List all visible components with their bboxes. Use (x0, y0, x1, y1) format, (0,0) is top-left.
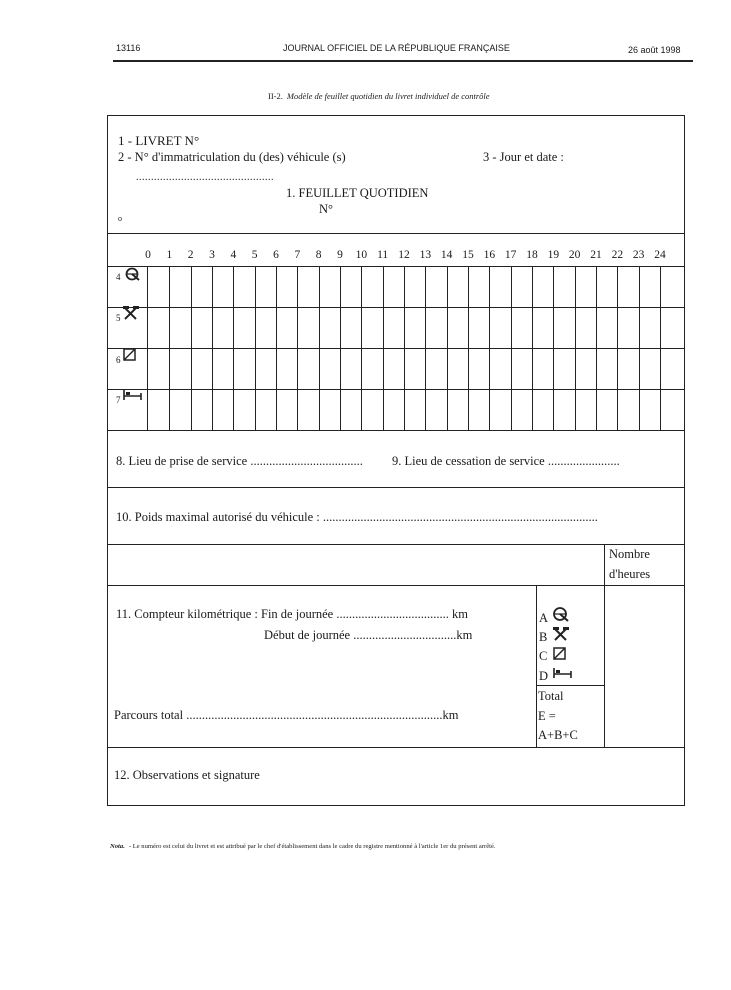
footnote-text: - Le numéro est celui du livret et est attribué par le chef d'établissement dans le cadre du registre mentionné à l'article 1er du présent arrêté. (128, 843, 496, 850)
grid-vertical-line (319, 266, 320, 430)
e-equals-label: E = (538, 709, 556, 723)
grid-vertical-line (212, 266, 213, 430)
grid-vertical-line (575, 266, 576, 430)
total-divider (536, 685, 604, 686)
header-rule (113, 60, 693, 62)
grid-vertical-line (361, 266, 362, 430)
steering-wheel-icon (124, 266, 142, 282)
grid-vertical-line (468, 266, 469, 430)
compteur-fin: 11. Compteur kilométrique : Fin de journée .................................... km (116, 607, 468, 621)
grid-vertical-line (233, 266, 234, 430)
grid-vertical-line (425, 266, 426, 430)
divider-observations (108, 747, 684, 748)
figure-caption (268, 86, 490, 104)
grid-vertical-line (255, 266, 256, 430)
grid-vertical-line (404, 266, 405, 430)
hour-label-2: 2 (187, 249, 194, 261)
total-label: Total (538, 689, 564, 703)
legend-d: D (539, 669, 549, 683)
crossed-hammers-icon (553, 627, 569, 641)
hour-label-7: 7 (294, 249, 301, 261)
caption-number: II-2. (268, 91, 283, 101)
hour-label-1: 1 (166, 249, 173, 261)
legend-c: C (539, 649, 548, 663)
immatriculation-dots: .............................................. (136, 172, 274, 183)
grid-vertical-line (660, 266, 661, 430)
hour-label-15: 15 (462, 249, 474, 261)
jour-date-label: 3 - Jour et date : (483, 150, 564, 164)
grid-bottom-line (108, 430, 684, 431)
grid-row-line (108, 389, 684, 390)
hours-column-line (604, 544, 605, 747)
hour-label-23: 23 (632, 249, 645, 261)
hour-label-11: 11 (377, 249, 389, 261)
divider-lieu (108, 487, 684, 488)
crossed-hammers-icon (123, 306, 139, 320)
legend-column-line (536, 585, 537, 747)
hour-label-12: 12 (398, 249, 410, 261)
legend-b: B (539, 630, 548, 644)
footnote (110, 835, 496, 853)
hour-label-21: 21 (590, 249, 602, 261)
grid-vertical-line (617, 266, 618, 430)
grid-vertical-line (489, 266, 490, 430)
heures-label: d'heures (609, 567, 651, 581)
hour-label-0: 0 (145, 249, 151, 261)
small-mark: o (118, 214, 122, 223)
lieu-cessation-service: 9. Lieu de cessation de service ....................... (392, 454, 620, 468)
grid-vertical-line (553, 266, 554, 430)
hour-label-6: 6 (273, 249, 279, 261)
journal-title: JOURNAL OFFICIEL DE LA RÉPUBLIQUE FRANÇAISE (283, 43, 510, 53)
hour-label-18: 18 (526, 249, 538, 261)
grid-vertical-line (147, 266, 148, 430)
feuillet-number-label: N° (319, 202, 334, 216)
immatriculation-label: 2 - N° d'immatriculation du (des) véhicule (s) (118, 150, 346, 164)
grid-top-line (108, 266, 684, 267)
hour-label-22: 22 (611, 249, 624, 261)
hour-label-16: 16 (483, 249, 496, 261)
hour-label-8: 8 (315, 249, 322, 261)
grid-vertical-line (297, 266, 298, 430)
page-number: 13116 (116, 43, 141, 53)
grid-vertical-line (639, 266, 640, 430)
hour-label-24: 24 (654, 249, 666, 261)
grid-vertical-line (191, 266, 192, 430)
row-7-number: 7 (116, 395, 121, 405)
divider-1 (108, 233, 684, 234)
hour-label-4: 4 (230, 249, 237, 261)
livret-number-label: 1 - LIVRET N° (118, 133, 200, 148)
grid-vertical-line (276, 266, 277, 430)
lieu-prise-service: 8. Lieu de prise de service .................................... (116, 454, 363, 468)
grid-vertical-line (511, 266, 512, 430)
observations-signature: 12. Observations et signature (114, 768, 260, 782)
nombre-label: Nombre (609, 547, 650, 561)
bed-icon (553, 667, 573, 679)
row-5-number: 5 (116, 313, 121, 323)
bed-icon (123, 389, 143, 401)
feuillet-title: 1. FEUILLET QUOTIDIEN (286, 186, 429, 200)
hour-label-20: 20 (568, 249, 581, 261)
hour-label-19: 19 (547, 249, 560, 261)
issue-date: 26 août 1998 (628, 45, 681, 55)
divider-nombre (108, 585, 684, 586)
grid-row-line (108, 307, 684, 308)
grid-vertical-line (383, 266, 384, 430)
daily-sheet-form (107, 115, 685, 806)
hour-label-3: 3 (209, 249, 215, 261)
hour-label-17: 17 (504, 249, 517, 261)
compteur-debut: Début de journée .................................km (264, 628, 473, 642)
row-4-number: 4 (116, 272, 121, 282)
availability-square-icon (553, 647, 567, 661)
grid-vertical-line (340, 266, 341, 430)
steering-wheel-icon (552, 606, 572, 623)
hour-label-9: 9 (337, 249, 343, 261)
hour-label-14: 14 (440, 249, 453, 261)
grid-vertical-line (596, 266, 597, 430)
availability-square-icon (123, 348, 137, 362)
grid-vertical-line (532, 266, 533, 430)
formula-label: A+B+C (538, 728, 578, 742)
hour-label-5: 5 (251, 249, 258, 261)
footnote-label: Nota. (110, 843, 125, 850)
row-6-number: 6 (116, 355, 121, 365)
hour-label-13: 13 (419, 249, 432, 261)
caption-text: Modèle de feuillet quotidien du livret individuel de contrôle (286, 91, 490, 101)
divider-poids (108, 544, 684, 545)
grid-vertical-line (447, 266, 448, 430)
poids-maximal: 10. Poids maximal autorisé du véhicule : ........................................................................................ (116, 510, 598, 524)
legend-a: A (539, 611, 549, 625)
grid-row-line (108, 348, 684, 349)
grid-vertical-line (169, 266, 170, 430)
hour-label-10: 10 (355, 249, 368, 261)
parcours-total: Parcours total ..................................................................................km (114, 708, 459, 722)
